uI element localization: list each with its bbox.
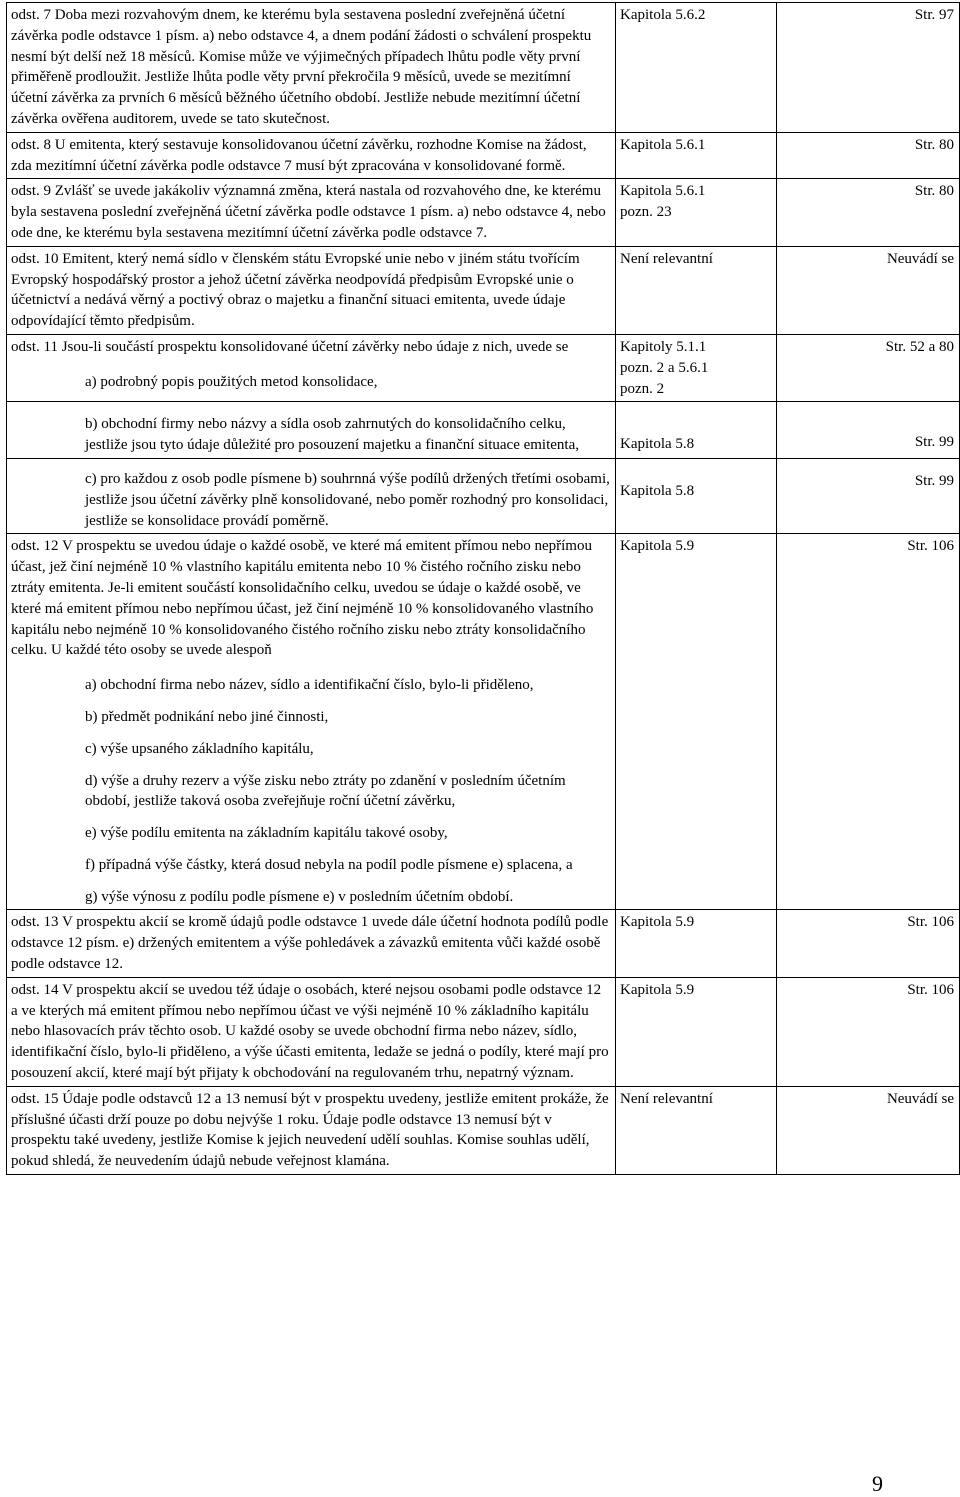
page-reference: Str. 99 (777, 458, 960, 533)
page-reference: Str. 106 (777, 977, 960, 1086)
requirement-text (7, 402, 616, 459)
page-reference: Neuvádí se (777, 246, 960, 334)
requirement-subitem: g) výše výnosu z podílu podle písmene e) v posledním účetním období. (85, 888, 514, 905)
chapter-reference: Kapitola 5.6.2 (616, 3, 777, 133)
requirement-subitem: e) výše podílu emitenta na základním kapitálu takové osoby, (85, 825, 448, 842)
requirement-lead: odst. 12 V prospektu se uvedou údaje o každé osobě, ve které má emitent přímou nebo nepřímou účast, jež činí nejméně 10 % vlastního kapitálu emitenta nebo 10 % čistého ročního zisku nebo ztráty emitenta. Je-li emitent součástí konsolidačního celku, uvedou se údaje o každé osobě, ve které má emitent přímou nebo nepřímou účast, jež činí nejméně 10 % konsolidovaného vlastního kapitálu nebo nejméně 10 % konsolidovaného čistého ročního zisku nebo ztráty konsolidačního celku. U každé této osoby se uvede alespoň (11, 538, 594, 659)
table-row (7, 458, 960, 533)
requirement-text: odst. 7 Doba mezi rozvahovým dnem, ke kterému byla sestavena poslední zveřejněná účetní závěrka podle odstavce 1 písm. a) nebo odstavce 4, a dnem podání žádosti o schválení prospektu nesmí být delší než 18 měsíců. Komise může ve výjimečných případech lhůtu podle věty první přiměřeně prodloužit. Jestliže lhůta podle věty první překročila 9 měsíců, uvede se mezitímní účetní závěrka za prvních 6 měsíců běžného účetního období. Jestliže nebude mezitímní účetní závěrka ověřena auditorem, uvede se tato skutečnost. (7, 3, 616, 133)
table-row (7, 132, 960, 179)
chapter-reference: Kapitola 5.8 (616, 402, 777, 459)
requirement-text (7, 534, 616, 910)
table-row (7, 179, 960, 246)
page-reference: Str. 106 (777, 910, 960, 977)
table-row (7, 3, 960, 133)
requirement-subitem: a) obchodní firma nebo název, sídlo a identifikační číslo, bylo-li přiděleno, (85, 677, 534, 694)
requirement-lead: odst. 11 Jsou-li součástí prospektu konsolidované účetní závěrky nebo údaje z nich, uvede se (11, 338, 569, 355)
requirement-subitem: b) předmět podnikání nebo jiné činnosti, (85, 708, 329, 725)
chapter-line: Kapitola 5.6.1 (620, 183, 706, 200)
page-reference: Str. 99 (777, 402, 960, 459)
page-reference: Str. 106 (777, 534, 960, 910)
table-row (7, 977, 960, 1086)
chapter-reference: Kapitola 5.9 (616, 910, 777, 977)
chapter-reference: Kapitola 5.9 (616, 534, 777, 910)
table-row (7, 402, 960, 459)
chapter-reference: Kapitola 5.8 (616, 458, 777, 533)
chapter-reference: Kapitola 5.6.1 (616, 132, 777, 179)
requirement-text: odst. 15 Údaje podle odstavců 12 a 13 nemusí být v prospektu uvedeny, jestliže emitent prokáže, že příslušné účasti drží pouze po dobu nejvýše 1 roku. Údaje podle odstavce 13 nemusí být v prospektu také uvedeny, jestliže Komise k jejich neuvedení udělí souhlas. Komise souhlas udělí, pokud shledá, že neuvedením údajů nebude veřejnost klamána. (7, 1086, 616, 1174)
chapter-reference: Kapitola 5.9 (616, 977, 777, 1086)
chapter-reference (616, 179, 777, 246)
requirements-table (6, 2, 960, 1175)
requirement-subitem: f) případná výše částky, která dosud nebyla na podíl podle písmene e) splacena, a (85, 856, 573, 873)
requirement-text (7, 334, 616, 401)
table-row (7, 910, 960, 977)
requirement-text (7, 458, 616, 533)
table-row (7, 334, 960, 401)
chapter-note: pozn. 2 (620, 380, 665, 397)
page-reference: Neuvádí se (777, 1086, 960, 1174)
page-reference: Str. 52 a 80 (777, 334, 960, 401)
requirement-subitem: b) obchodní firmy nebo názvy a sídla osob zahrnutých do konsolidačního celku, jestliže jsou tyto údaje důležité pro posouzení majetku a finanční situace emitenta, (85, 416, 580, 454)
requirement-text: odst. 9 Zvlášť se uvede jakákoliv významná změna, která nastala od rozvahového dne, ke kterému byla sestavena poslední zveřejněná účetní závěrka podle odstavce 1 písm. a) nebo odstavce 4, nebo ode dne, ke kterému byla sestavena mezitímní účetní závěrka podle odstavce 7. (7, 179, 616, 246)
page-reference: Str. 80 (777, 132, 960, 179)
requirement-text: odst. 14 V prospektu akcií se uvedou též údaje o osobách, které nejsou osobami podle odstavce 12 a ve kterých má emitent přímou nebo nepřímou účast ve výši nejméně 10 % základního kapitálu nebo hlasovacích práv těchto osob. U každé osoby se uvede obchodní firma nebo název, sídlo, identifikační číslo, bylo-li přiděleno, a výše účasti emitenta, ledaže se jedná o podíly, které mají pro posouzení akcií, které mají být přijaty k obchodování na regulovaném trhu, nepatrný význam. (7, 977, 616, 1086)
requirement-subitem: d) výše a druhy rezerv a výše zisku nebo ztráty po zdanění v posledním účetním období, jestliže taková osoba zveřejňuje roční účetní závěrku, (85, 772, 566, 810)
chapter-line: Kapitoly 5.1.1 (620, 338, 707, 355)
requirement-subitem: c) pro každou z osob podle písmene b) souhrnná výše podílů držených třetími osobami, jestliže jsou účetní závěrky plně konsolidované, nebo poměr rozhodný pro konsolidaci, jestliže se konsolidace provádí poměrně. (85, 470, 610, 529)
chapter-reference: Není relevantní (616, 246, 777, 334)
page-number: 9 (872, 1471, 883, 1496)
page-reference: Str. 97 (777, 3, 960, 133)
table-row (7, 1086, 960, 1174)
requirement-subitem: c) výše upsaného základního kapitálu, (85, 740, 314, 757)
requirement-text: odst. 8 U emitenta, který sestavuje konsolidovanou účetní závěrku, rozhodne Komise na žádost, zda mezitímní účetní závěrka podle odstavce 7 musí být zpracována v konsolidované formě. (7, 132, 616, 179)
requirement-text: odst. 13 V prospektu akcií se kromě údajů podle odstavce 1 uvede dále účetní hodnota podílů podle odstavce 12 písm. e) držených emitentem a výše pohledávek a závazků emitenta vůči každé osobě podle odstavce 12. (7, 910, 616, 977)
chapter-reference: Není relevantní (616, 1086, 777, 1174)
requirement-text: odst. 10 Emitent, který nemá sídlo v členském státu Evropské unie nebo v jiném státu tvořícím Evropský hospodářský prostor a jehož účetní závěrka neodpovídá předpisům Evropské unie o účetnictví a nedává věrný a poctivý obraz o majetku a finanční situaci emitenta, uvede údaje odpovídající těmto předpisům. (7, 246, 616, 334)
requirement-subitem: a) podrobný popis použitých metod konsolidace, (85, 373, 378, 390)
table-row (7, 246, 960, 334)
chapter-note: pozn. 23 (620, 204, 672, 221)
chapter-note: pozn. 2 a 5.6.1 (620, 359, 709, 376)
table-row (7, 534, 960, 910)
requirement-subitems (85, 675, 610, 907)
chapter-reference (616, 334, 777, 401)
page-reference: Str. 80 (777, 179, 960, 246)
